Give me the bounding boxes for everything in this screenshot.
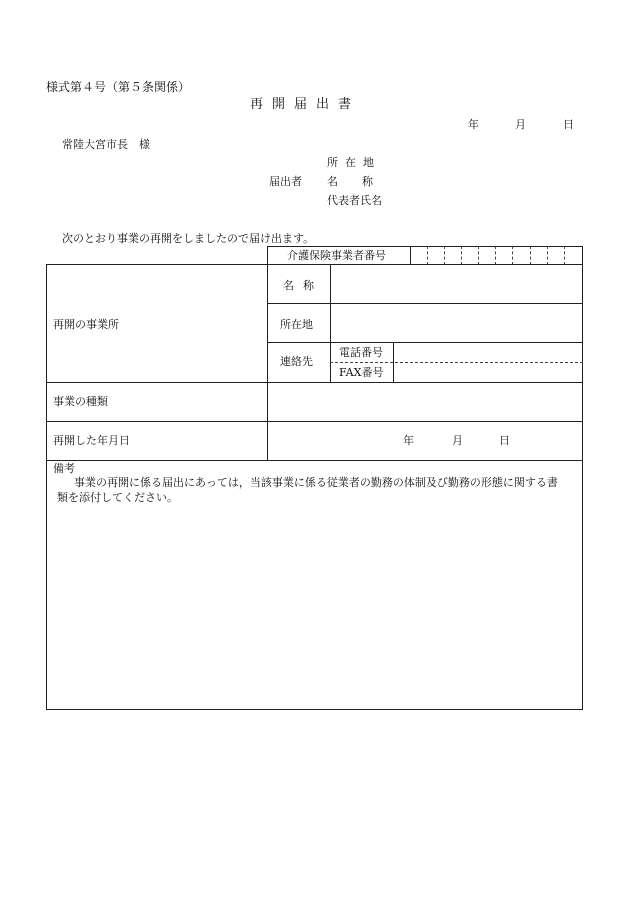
notifier-address-label: 所在地 — [327, 156, 381, 169]
form-number: 様式第４号（第５条関係） — [46, 80, 191, 94]
restart-date-input[interactable] — [269, 423, 582, 459]
office-phone-label: 電話番号 — [339, 346, 383, 359]
date-day: 日 — [563, 118, 574, 131]
office-fax-input[interactable] — [395, 364, 582, 381]
form-table — [46, 264, 583, 710]
notifier-label: 届出者 — [269, 175, 302, 188]
restart-date-year: 年 — [403, 434, 414, 447]
office-section-label: 再開の事業所 — [53, 318, 119, 331]
addressee: 常陸大宮市長 様 — [62, 138, 150, 151]
date-month: 月 — [515, 118, 526, 131]
date-year: 年 — [468, 118, 479, 131]
office-name-label: 名称 — [283, 279, 323, 292]
intro-text: 次のとおり事業の再開をしましたので届け出ます。 — [62, 232, 315, 245]
restart-date-label: 再開した年月日 — [53, 434, 130, 447]
restart-date-day: 日 — [499, 434, 510, 447]
office-contact-label: 連絡先 — [280, 355, 313, 368]
notes-section — [47, 461, 583, 709]
notes-label: 備考 — [53, 462, 75, 475]
notifier-name-label: 名称 — [327, 175, 397, 188]
business-type-label: 事業の種類 — [53, 395, 108, 408]
office-address-label: 所在地 — [280, 318, 313, 331]
notes-text: 事業の再開に係る届出にあっては，当該事業に係る従業者の勤務の体制及び勤務の形態に関する書類を添付してください。 — [57, 476, 558, 504]
business-type-input[interactable] — [269, 384, 582, 420]
office-fax-label: FAX番号 — [339, 366, 384, 379]
care-insurance-number-label: 介護保険事業者番号 — [287, 249, 386, 262]
care-insurance-number-input[interactable] — [411, 247, 582, 264]
office-address-input[interactable] — [332, 305, 582, 341]
page-title: 再開届出書 — [250, 97, 361, 112]
restart-date-month: 月 — [452, 434, 463, 447]
office-name-input[interactable] — [332, 266, 582, 302]
office-phone-input[interactable] — [395, 344, 582, 360]
notifier-representative-label: 代表者氏名 — [327, 194, 382, 207]
